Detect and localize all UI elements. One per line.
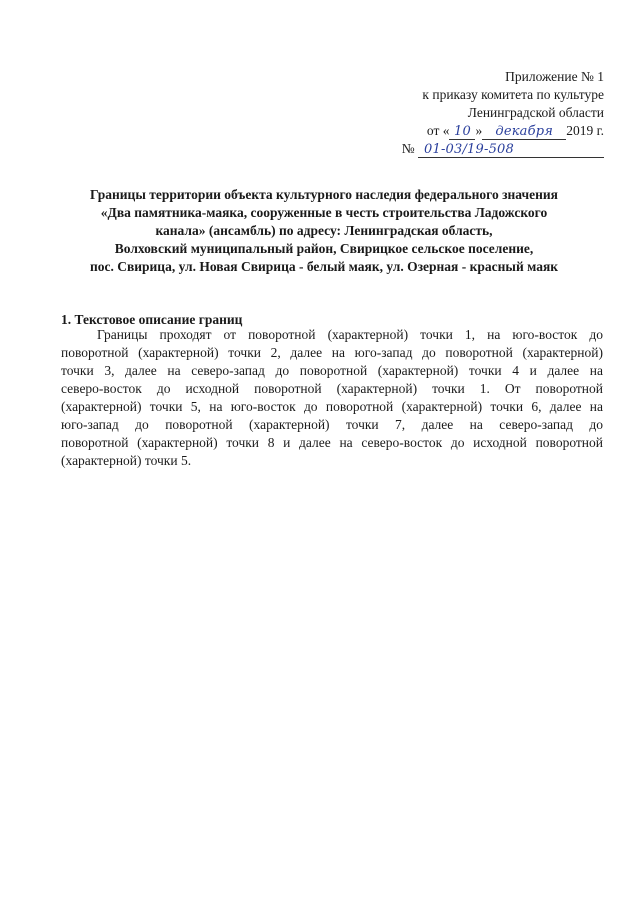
paragraph-line: Границы проходят от поворотной (характерной) точки 1, на юго-восток до — [97, 327, 603, 342]
date-month-handwritten: декабря — [482, 124, 566, 140]
document-title — [40, 186, 608, 276]
number-prefix: № — [401, 141, 415, 156]
appendix-title: Приложение № 1 — [505, 69, 604, 84]
order-number-handwritten: 01-03/19-508 — [418, 142, 604, 158]
title-line: «Два памятника-маяка, сооруженные в честь строительства Ладожского — [100, 205, 548, 220]
boundary-description — [61, 326, 603, 470]
paragraph-line: (характерной) точки 5. — [61, 453, 192, 468]
section-heading: 1. Текстовое описание границ — [61, 312, 243, 327]
date-year: 2019 г. — [566, 123, 604, 138]
paragraph-line: (характерной) точки 5, на юго-восток до поворотной (характерной) точки 6, далее на — [61, 399, 603, 414]
paragraph-line: юго-запад до поворотной (характерной) точки 7, далее на северо-запад до — [61, 417, 603, 432]
date-prefix: от « — [426, 123, 450, 138]
appendix-order-ref: к приказу комитета по культуре — [422, 87, 604, 102]
paragraph-line: поворотной (характерной) точки 8 и далее на северо-восток до исходной поворотной — [61, 435, 603, 450]
appendix-number — [344, 140, 604, 158]
paragraph-line: поворотной (характерной) точки 2, далее на юго-запад до поворотной (характерной) — [61, 345, 603, 360]
paragraph-line: точки 3, далее на северо-запад до поворотной (характерной) точки 4 и далее на — [61, 363, 603, 378]
title-line: Границы территории объекта культурного наследия федерального значения — [90, 187, 558, 202]
title-line: пос. Свирица, ул. Новая Свирица - белый маяк, ул. Озерная - красный маяк — [89, 259, 559, 274]
date-quote: » — [475, 123, 483, 138]
appendix-header — [344, 68, 604, 158]
paragraph-line: северо-восток до исходной поворотной (характерной) точки 1. От поворотной — [61, 381, 603, 396]
appendix-date — [344, 122, 604, 140]
title-line: канала» (ансамбль) по адресу: Ленинградская область, — [155, 223, 493, 238]
title-line: Волховский муниципальный район, Свирицкое сельское поселение, — [114, 241, 534, 256]
appendix-region: Ленинградской области — [467, 105, 604, 120]
date-day-handwritten: 10 — [449, 124, 475, 140]
